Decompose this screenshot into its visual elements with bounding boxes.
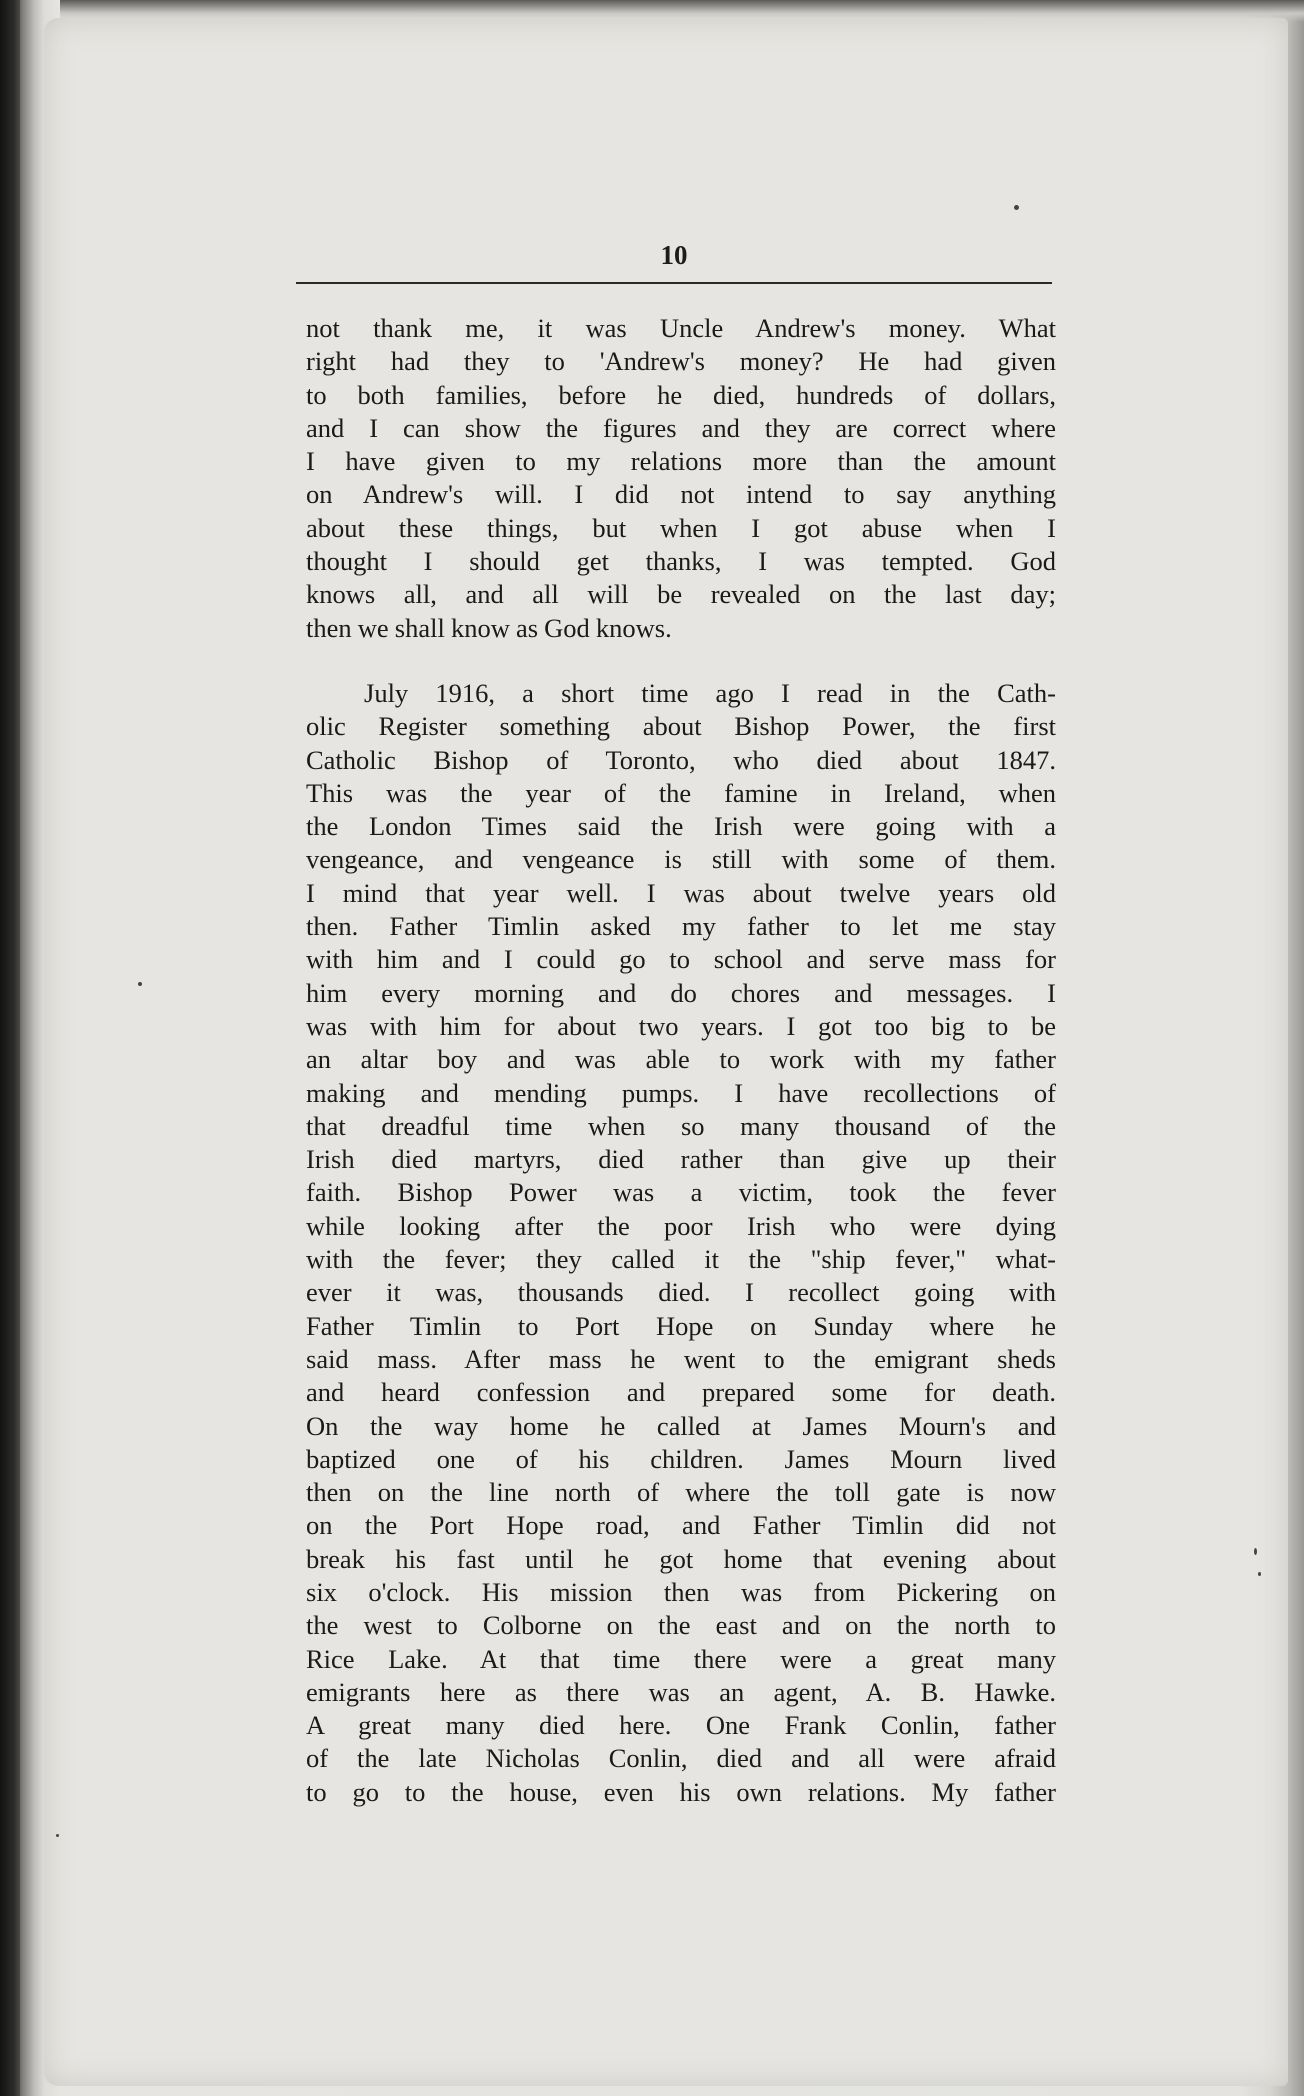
- scan-speck: [1258, 1572, 1261, 1576]
- text-line: then. Father Timlin asked my father to let me stay: [306, 911, 1056, 942]
- text-line: the London Times said the Irish were going with a: [306, 811, 1056, 842]
- text-line: Father Timlin to Port Hope on Sunday where he: [306, 1310, 1056, 1341]
- text-line: the west to Colborne on the east and on the north to: [306, 1610, 1056, 1641]
- text-line: thought I should get thanks, I was tempted. God: [306, 546, 1056, 577]
- text-line: then on the line north of where the toll gate is now: [306, 1477, 1056, 1508]
- text-line: making and mending pumps. I have recollections of: [306, 1077, 1056, 1108]
- paragraph: [306, 312, 1056, 645]
- text-line: him every morning and do chores and messages. I: [306, 977, 1056, 1008]
- scan-speck: [138, 982, 142, 986]
- book-spine-shadow: [0, 0, 20, 2096]
- text-line: to go to the house, even his own relations. My father: [306, 1776, 1056, 1807]
- text-line: with the fever; they called it the "ship fever," what-: [306, 1244, 1056, 1275]
- text-line: faith. Bishop Power was a victim, took the fever: [306, 1177, 1056, 1208]
- text-line: and heard confession and prepared some for death.: [306, 1377, 1056, 1408]
- text-line: A great many died here. One Frank Conlin, father: [306, 1710, 1056, 1741]
- text-line: This was the year of the famine in Ireland, when: [306, 777, 1056, 808]
- paragraph: [306, 677, 1056, 1809]
- text-line: on Andrew's will. I did not intend to say anything: [306, 479, 1056, 510]
- text-line: six o'clock. His mission then was from Pickering on: [306, 1576, 1056, 1607]
- text-line: ever it was, thousands died. I recollect going with: [306, 1277, 1056, 1308]
- text-line: was with him for about two years. I got too big to be: [306, 1010, 1056, 1041]
- page-number: 10: [660, 240, 688, 270]
- text-line: of the late Nicholas Conlin, died and all were afraid: [306, 1743, 1056, 1774]
- text-line: olic Register something about Bishop Power, the first: [306, 711, 1056, 742]
- text-line: that dreadful time when so many thousand of the: [306, 1110, 1056, 1141]
- text-line: then we shall know as God knows.: [306, 612, 672, 643]
- text-line: not thank me, it was Uncle Andrew's money. What: [306, 313, 1056, 343]
- text-line: vengeance, and vengeance is still with some of them.: [306, 844, 1056, 875]
- text-line: said mass. After mass he went to the emigrant sheds: [306, 1343, 1056, 1374]
- text-line: with him and I could go to school and serve mass for: [306, 944, 1056, 975]
- text-line: I mind that year well. I was about twelve years old: [306, 877, 1056, 908]
- scan-speck: [1014, 205, 1019, 210]
- text-line: an altar boy and was able to work with my father: [306, 1044, 1056, 1075]
- text-line: Rice Lake. At that time there were a great many: [306, 1643, 1056, 1674]
- text-line: right had they to 'Andrew's money? He had given: [306, 346, 1056, 377]
- text-line: to both families, before he died, hundreds of dollars,: [306, 379, 1056, 410]
- text-line: baptized one of his children. James Mourn lived: [306, 1443, 1056, 1474]
- text-line: Irish died martyrs, died rather than give up their: [306, 1144, 1056, 1175]
- text-line: On the way home he called at James Mourn's and: [306, 1410, 1056, 1441]
- text-line: on the Port Hope road, and Father Timlin did not: [306, 1510, 1056, 1541]
- text-line: about these things, but when I got abuse when I: [306, 512, 1056, 543]
- scan-speck: [1254, 1548, 1257, 1555]
- text-line: July 1916, a short time ago I read in the Cath-: [364, 677, 1056, 708]
- body-text: [306, 312, 1056, 1809]
- text-line: emigrants here as there was an agent, A. B. Hawke.: [306, 1676, 1056, 1707]
- text-line: Catholic Bishop of Toronto, who died about 1847.: [306, 744, 1056, 775]
- scan-speck: [56, 1834, 59, 1837]
- header-rule: [296, 282, 1052, 284]
- text-line: and I can show the figures and they are correct where: [306, 412, 1056, 443]
- text-line: while looking after the poor Irish who were dying: [306, 1210, 1056, 1241]
- text-line: knows all, and all will be revealed on the last day;: [306, 579, 1056, 610]
- text-line: I have given to my relations more than the amount: [306, 446, 1056, 477]
- text-line: break his fast until he got home that evening about: [306, 1543, 1056, 1574]
